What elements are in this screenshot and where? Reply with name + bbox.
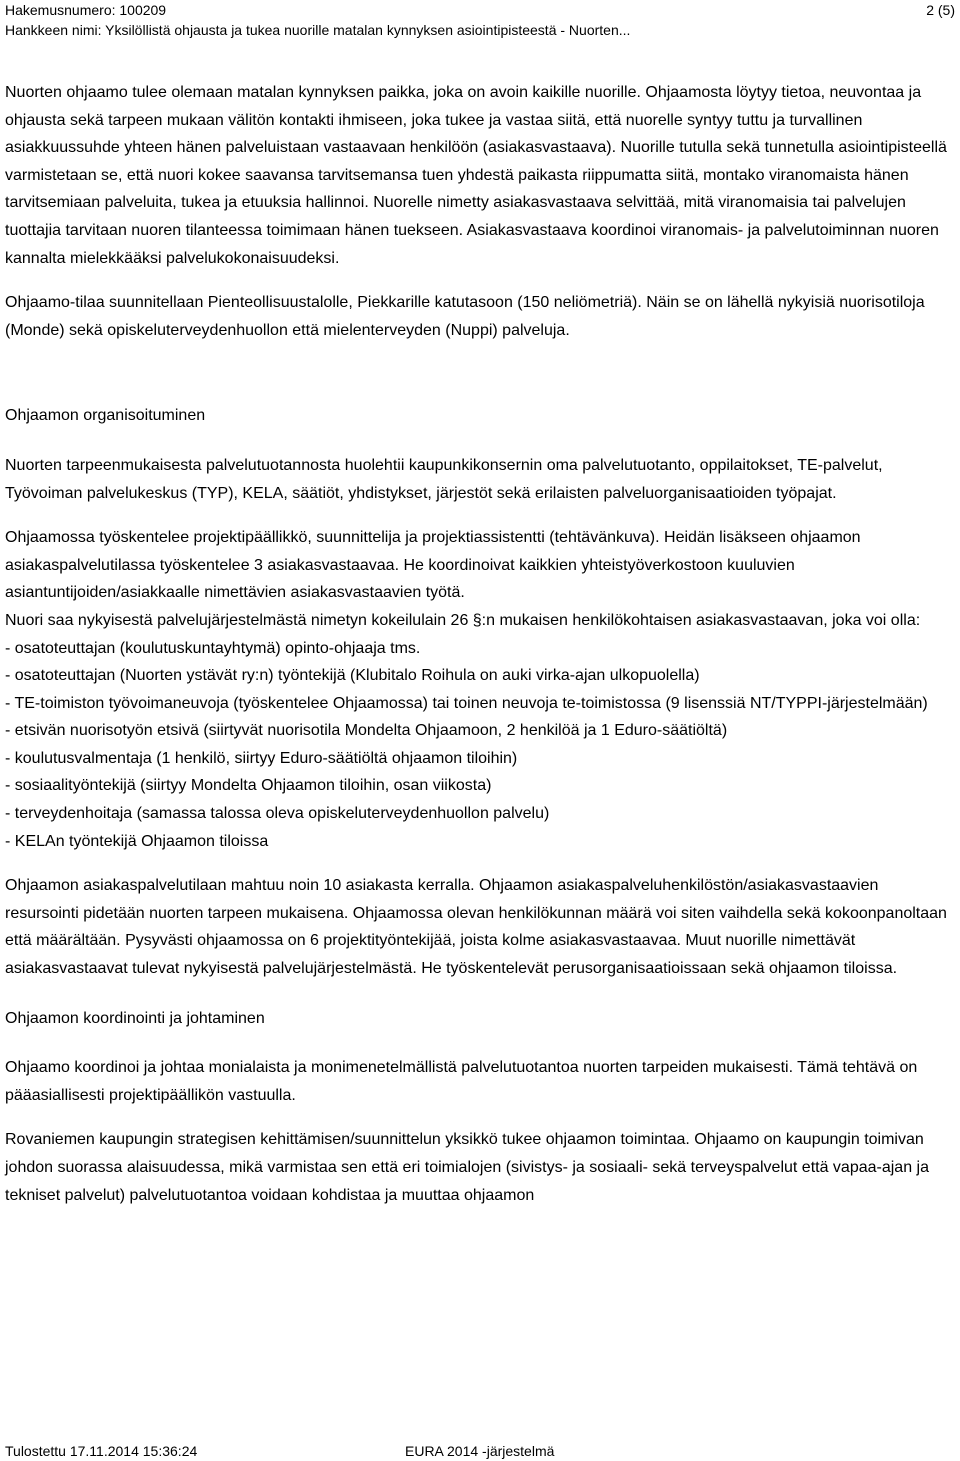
paragraph-service-production: Nuorten tarpeenmukaisesta palvelutuotannosta huolehtii kaupunkikonsernin oma palvelutuotanto, oppilaitokset, TE-palvelut, Työvoiman palvelukeskus (TYP), KELA, säätiöt, yhdistykset, järjestöt sekä erilaisten palveluorganisaatioiden työpajat.: [5, 456, 883, 502]
header-row: [5, 0, 955, 20]
print-timestamp: Tulostettu 17.11.2014 15:36:24: [5, 1443, 198, 1459]
page-number: 2 (5): [926, 2, 955, 18]
paragraph-staff: Ohjaamossa työskentelee projektipäällikkö, suunnittelija ja projektiassistentti (tehtävänkuva). Heidän lisäkseen ohjaamon asiakaspalvelutilassa työskentelee 3 asiakasvastaavaa. He koordinoivat kaikkien yhteistyöverkostoon kuuluvien asiantuntijoiden/asiakkaalle nimettävien asiakasvastaavien työtä.: [5, 529, 861, 602]
paragraph-location: Ohjaamo-tilaa suunnitellaan Pienteollisuustalolle, Piekkarille katutasoon (150 neliömetriä). Näin se on lähellä nykyisiä nuorisotiloja (Monde) sekä opiskeluterveydenhuollon että mielenterveyden (Nuppi) palveluja.: [5, 294, 925, 339]
list-item: - koulutusvalmentaja (1 henkilö, siirtyy Eduro-säätiöltä ohjaamon tiloihin): [5, 749, 518, 767]
list-item: - osatoteuttajan (Nuorten ystävät ry:n) työntekijä (Klubitalo Roihula on auki virka-ajan ulkopuolella): [5, 667, 700, 685]
page-header: [5, 0, 955, 40]
paragraph-intro: Nuorten ohjaamo tulee olemaan matalan kynnyksen paikka, joka on avoin kaikille nuorille. Ohjaamosta löytyy tietoa, neuvontaa ja ohjausta sekä tarpeen mukaan välitön kontakti ihmiseen, joka tukee ja vastaa siitä, että nuorelle syntyy tuttu ja turvallinen asiakkuussuhde yhteen hänen palveluistaan vastaavaan henkilöön (asiakasvastaava). Nuorille tutulla sekä tunnetulla asiointipisteellä varmistetaan se, että nuori kokee saavansa tarvitsemansa tuen yhdestä paikasta riippumatta siitä, montako viranomaista hänen tarvitsemiaan palveluita, tukea ja etuuksia hallinnoi. Nuorelle nimetty asiakasvastaava selvittää, mitä viranomaisia tai palvelujen tuottajia tarvitaan nuoren tilanteessa toimimaan hänen tuekseen. Asiakasvastaava koordinoi viranomais- ja palvelutoiminnan nuoren kannalta mielekkääksi palvelukokonaisuudeksi.: [5, 84, 947, 267]
list-item: - etsivän nuorisotyön etsivä (siirtyvät nuorisotila Mondelta Ohjaamoon, 2 henkilöä ja 1 Eduro-säätiöltä): [5, 722, 728, 740]
paragraph-coordination: Ohjaamo koordinoi ja johtaa monialaista ja monimenetelmällistä palvelutuotantoa nuorten tarpeiden mukaisesti. Tämä tehtävä on pääasiallisesti projektipäällikön vastuulla.: [5, 1059, 918, 1104]
list-item: - terveydenhoitaja (samassa talossa oleva opiskeluterveydenhuollon palvelu): [5, 805, 550, 823]
list-item: - TE-toimiston työvoimaneuvoja (työskentelee Ohjaamossa) tai toinen neuvoja te-toimistossa (9 lisenssiä NT/TYPPI-järjestelmään): [5, 694, 928, 712]
page-footer: [5, 1441, 955, 1461]
system-name: EURA 2014 -järjestelmä: [405, 1443, 555, 1459]
list-item: - KELAn työntekijä Ohjaamon tiloissa: [5, 832, 269, 850]
paragraph-client-manager: Nuori saa nykyisestä palvelujärjestelmästä nimetyn kokeilulain 26 §:n mukaisen henkilökohtaisen asiakasvastaavan, joka voi olla:: [5, 611, 921, 629]
section-heading-coordination: Ohjaamon koordinointi ja johtaminen: [5, 1009, 265, 1027]
list-item: - osatoteuttajan (koulutuskuntayhtymä) opinto-ohjaaja tms.: [5, 639, 421, 657]
paragraph-strategy: Rovaniemen kaupungin strategisen kehittämisen/suunnittelun yksikkö tukee ohjaamon toimintaa. Ohjaamo on kaupungin toimivan johdon suorassa alaisuudessa, mikä varmistaa sen että eri toimialojen (sivistys- ja sosiaali- sekä terveyspalvelut että vapaa-ajan ja tekniset palvelut) palvelutuotantoa voidaan kohdistaa ja muuttaa ohjaamon: [5, 1131, 929, 1204]
list-item: - sosiaalityöntekijä (siirtyy Mondelta Ohjaamon tiloihin, osan viikosta): [5, 777, 492, 795]
application-number: Hakemusnumero: 100209: [5, 2, 167, 18]
section-heading-organisation: Ohjaamon organisoituminen: [5, 407, 206, 425]
paragraph-capacity: Ohjaamon asiakaspalvelutilaan mahtuu noin 10 asiakasta kerralla. Ohjaamon asiakaspalveluhenkilöstön/asiakasvastaavien resursointi pidetään nuorten tarpeen mukaisena. Ohjaamossa olevan henkilökunnan määrä voi siten vaihdella sekä kokoonpanoltaan että määrältään. Pysyvästi ohjaamossa on 6 projektityöntekijää, joista kolme asiakasvastaavaa. Muut nuorille nimettävät asiakasvastaavat tulevat nykyisestä palvelujärjestelmästä. He työskentelevät perusorganisaatioissaan sekä ohjaamon tiloissa.: [5, 877, 947, 978]
project-name: Hankkeen nimi: Yksilöllistä ohjausta ja tukea nuorille matalan kynnyksen asiointipisteestä - Nuorten...: [5, 22, 631, 38]
document-body: [5, 79, 953, 1209]
